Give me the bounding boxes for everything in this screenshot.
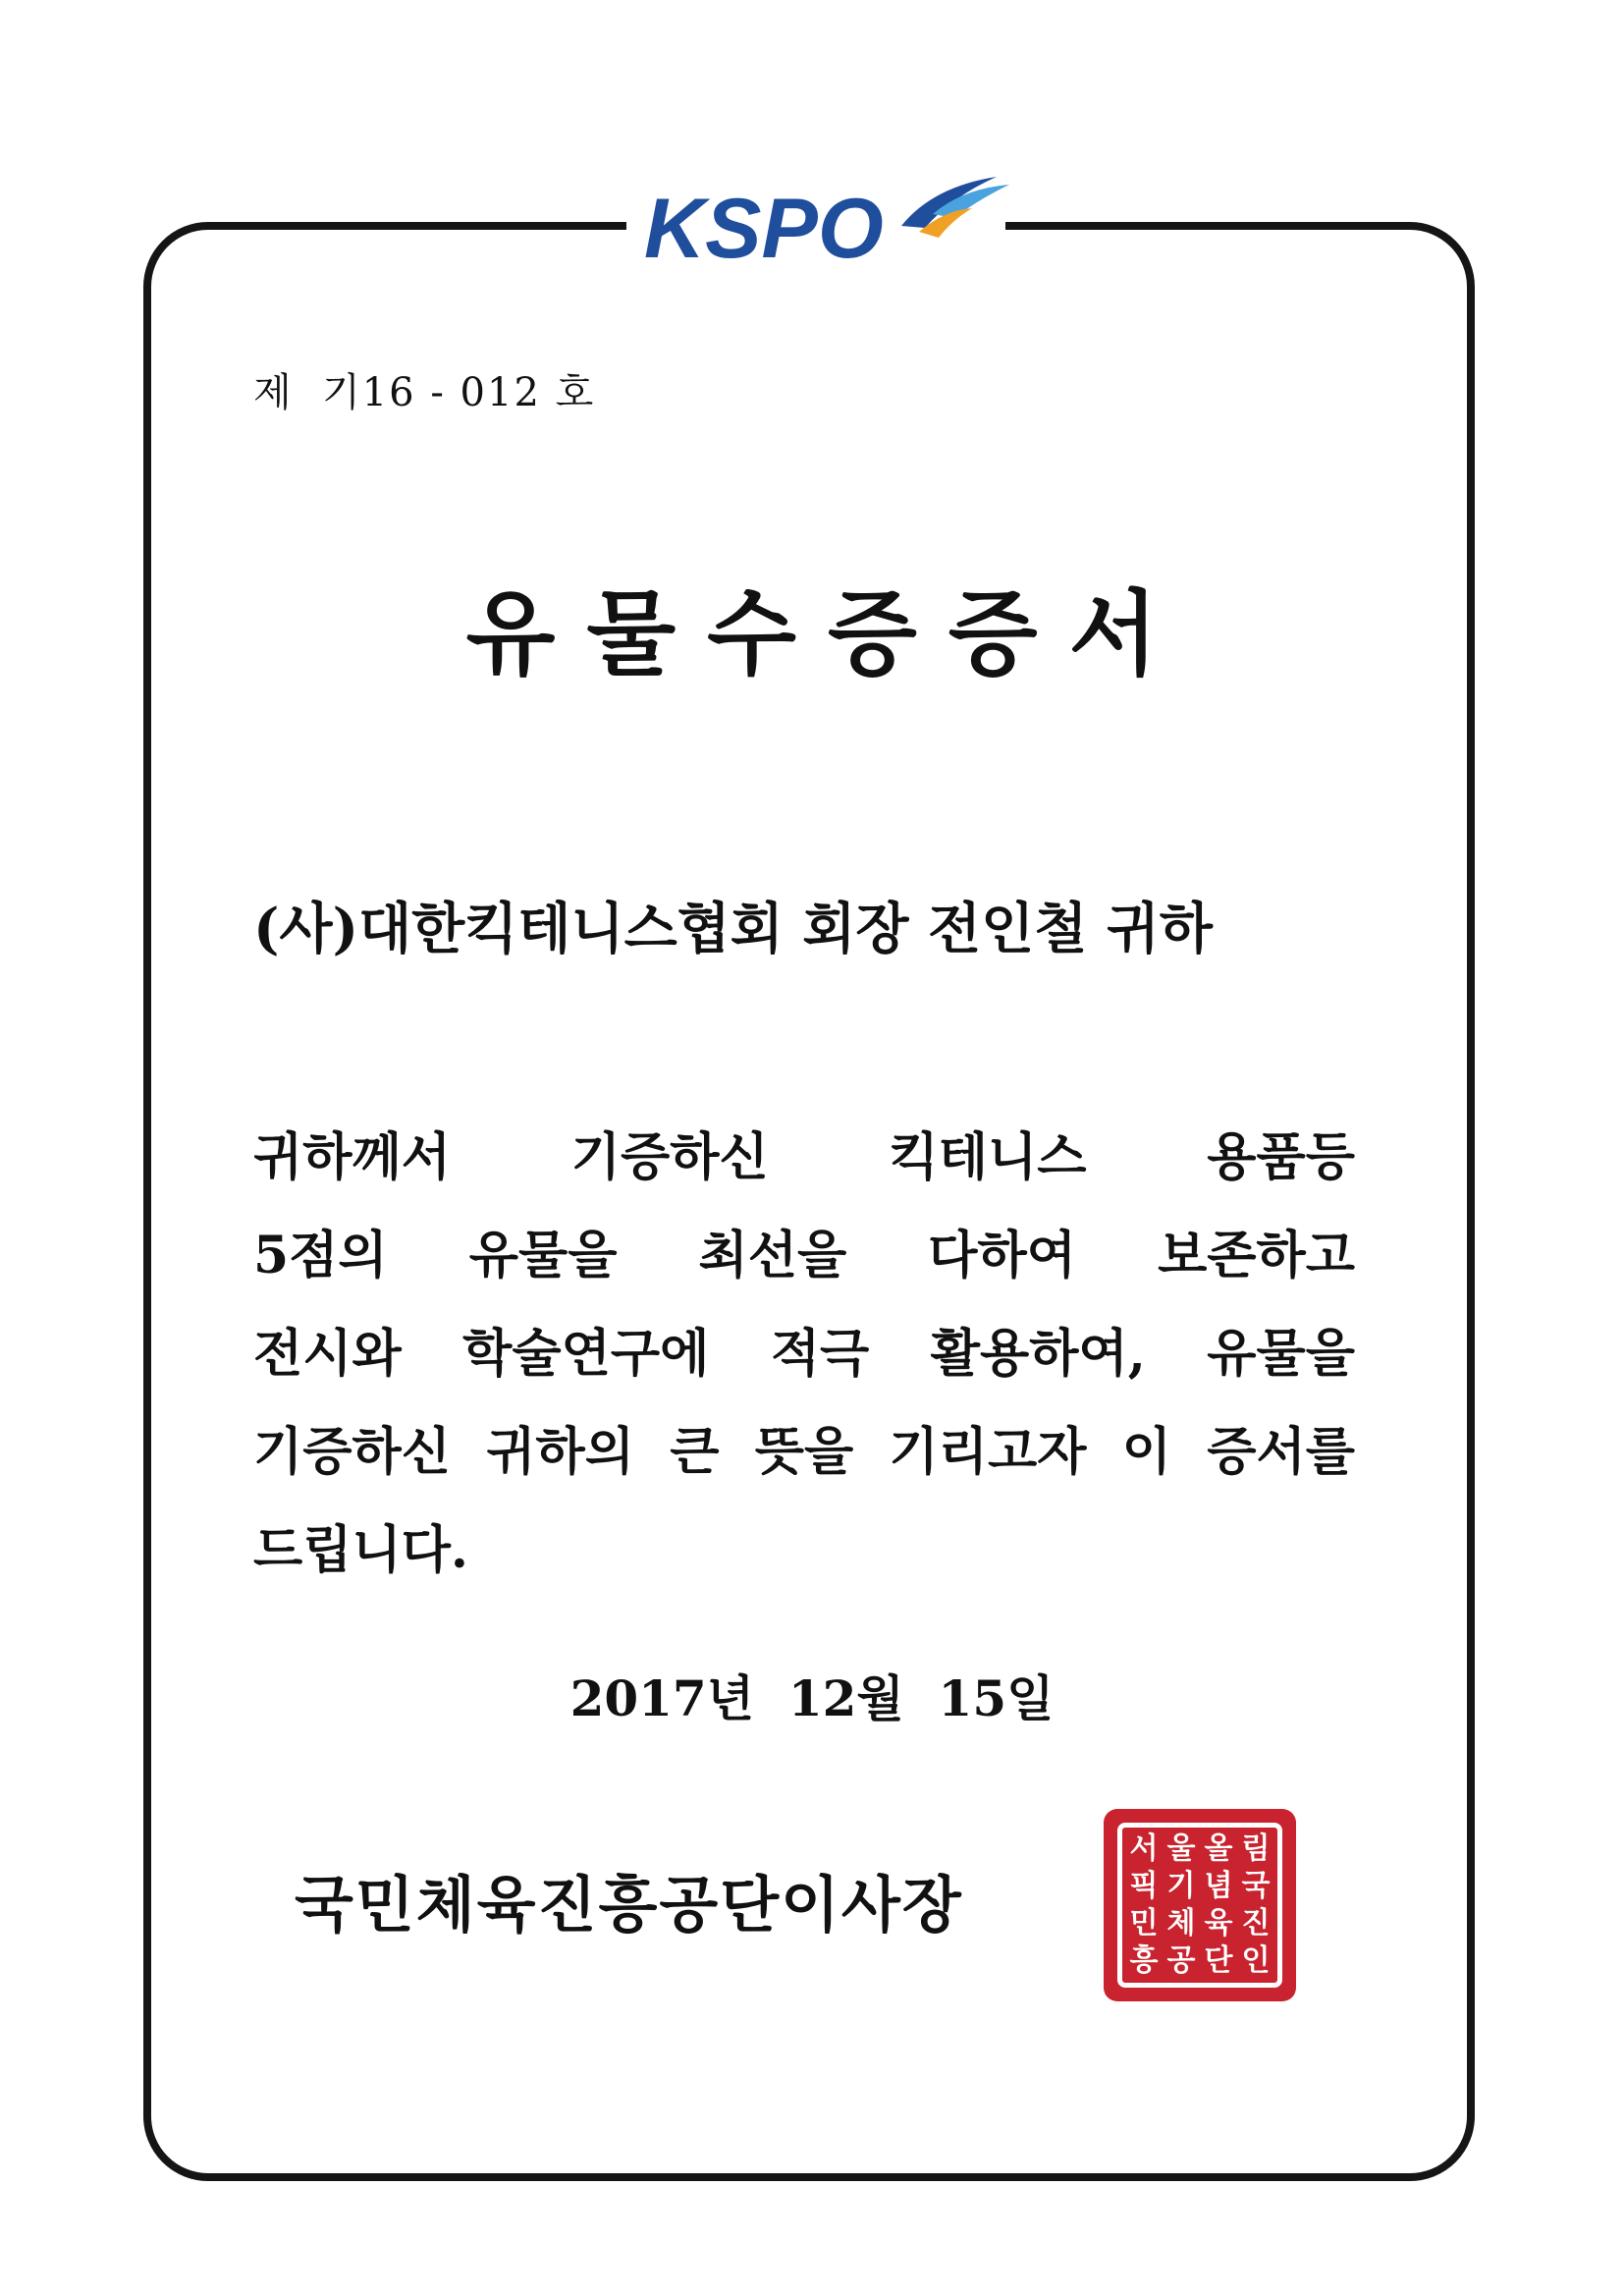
body-line-1: 귀하께서 기증하신 킥테니스 용품등 <box>253 1127 1355 1187</box>
seal-char: 체 <box>1166 1906 1196 1941</box>
kspo-logo <box>638 167 1011 275</box>
issuer-title: 국민체육진흥공단이사장 <box>295 1869 963 1941</box>
body-line-3: 전시와 학술연구에 적극 활용하여, 유물을 <box>253 1324 1355 1384</box>
body-line-2: 5점의 유물을 최선을 다하여 보존하고 <box>253 1226 1355 1285</box>
seal-grid <box>1117 1823 1282 1988</box>
seal-char: 픽 <box>1129 1869 1159 1903</box>
certificate-title: 유물수증증서 <box>465 580 1190 688</box>
seal-char: 서 <box>1129 1831 1159 1866</box>
seal-char: 올 <box>1204 1831 1233 1866</box>
seal-char: 기 <box>1166 1869 1196 1903</box>
seal-char: 림 <box>1241 1831 1271 1866</box>
logo-text: KSPO <box>644 182 884 275</box>
recipient-line: (사)대한킥테니스협회 회장 전인철 귀하 <box>253 897 1214 961</box>
seal-char: 육 <box>1204 1906 1233 1941</box>
seal-char: 흥 <box>1129 1943 1159 1978</box>
seal-char: 민 <box>1129 1906 1159 1941</box>
seal-char: 념 <box>1204 1869 1233 1903</box>
official-seal <box>1104 1809 1296 2001</box>
seal-char: 국 <box>1241 1869 1271 1903</box>
seal-char: 울 <box>1166 1831 1196 1866</box>
seal-char: 인 <box>1241 1943 1271 1978</box>
issue-date: 2017년 12월 15일 <box>569 1669 1055 1727</box>
seal-char: 공 <box>1166 1943 1196 1978</box>
seal-char: 단 <box>1204 1943 1233 1978</box>
certificate-number: 제 기16 - 012 호 <box>253 370 596 415</box>
body-line-5: 드립니다. <box>253 1520 469 1580</box>
seal-char: 진 <box>1241 1906 1271 1941</box>
body-line-4: 기증하신 귀하의 큰 뜻을 기리고자 이 증서를 <box>253 1422 1355 1482</box>
